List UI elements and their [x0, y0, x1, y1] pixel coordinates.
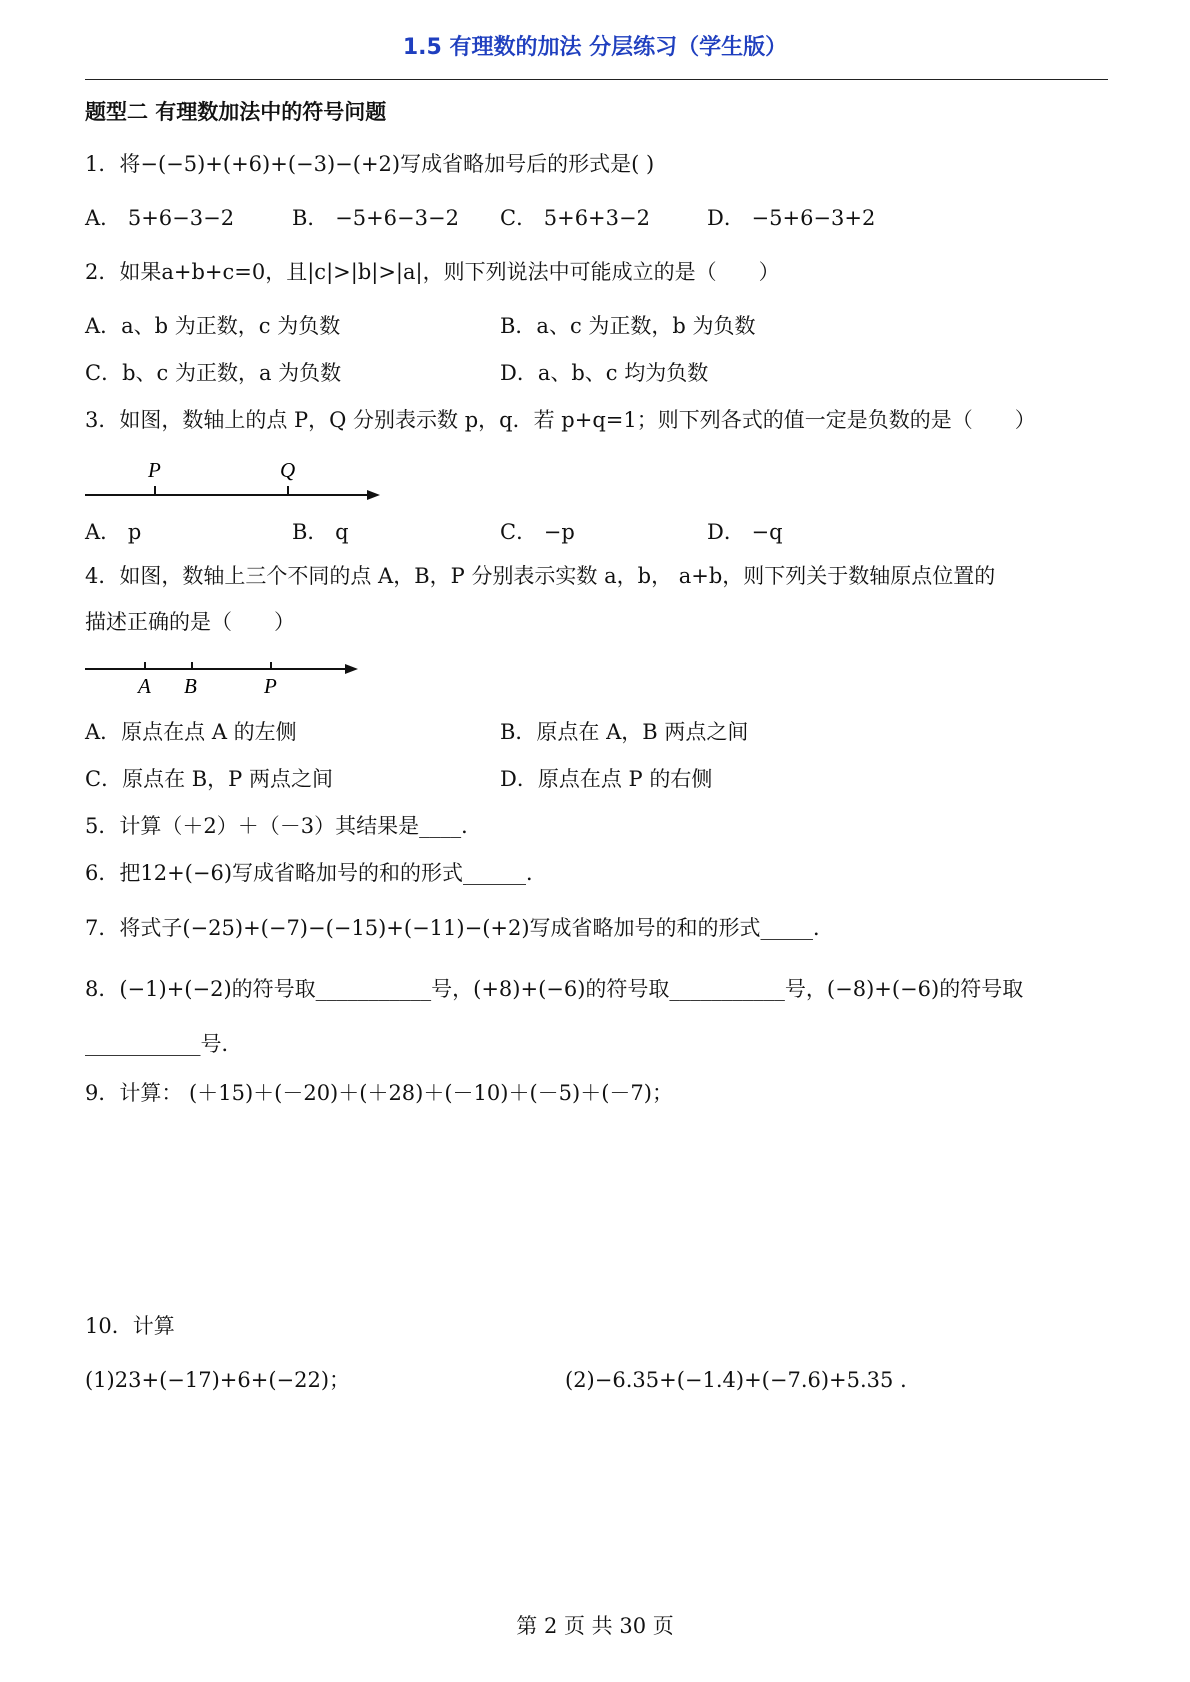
- question-6-stem: 6．把12+(−6)写成省略加号的和的形式______．: [85, 861, 548, 885]
- question-4-stem-line1: 4．如图，数轴上三个不同的点 A，B，P 分别表示实数 a，b， a+b，则下列关于数轴原点位置的: [85, 564, 996, 588]
- q2-option-c: C．b、c 为正数，a 为负数: [85, 361, 342, 385]
- q1-option-d: D． −5+6−3+2: [707, 206, 876, 230]
- q1-option-b: B． −5+6−3−2: [292, 206, 459, 230]
- q2-option-d: D．a、b、c 均为负数: [500, 361, 709, 385]
- question-7-stem: 7．将式子(−25)+(−7)−(−15)+(−11)−(+2)写成省略加号的和的形式_____．: [85, 916, 835, 940]
- question-4-stem-line2: 描述正确的是（ ）: [85, 610, 295, 634]
- question-10-stem: 10．计算: [85, 1314, 175, 1338]
- q4-option-b: B．原点在 A，B 两点之间: [500, 720, 749, 744]
- q1-option-a: A． 5+6−3−2: [85, 206, 235, 230]
- q3-number-line: [80, 455, 390, 505]
- question-9-stem: 9．计算： (＋15)＋(－20)＋(＋28)＋(－10)＋(－5)＋(－7)；: [85, 1081, 673, 1105]
- q3-point-q-label: Q: [280, 458, 296, 482]
- q4-number-line: [80, 655, 370, 700]
- q4-point-a-label: A: [138, 674, 151, 698]
- q3-point-p-label: P: [148, 458, 161, 482]
- question-8-line2: ___________号．: [85, 1032, 243, 1056]
- q4-point-p-label: P: [264, 674, 277, 698]
- question-3-stem: 3．如图，数轴上的点 P，Q 分别表示数 p，q．若 p+q=1；则下列各式的值一定是负数的是（ ）: [85, 408, 1036, 432]
- header-divider: [85, 79, 1108, 80]
- q1-option-c: C． 5+6+3−2: [500, 206, 650, 230]
- page-header-title: 1.5 有理数的加法 分层练习（学生版）: [402, 35, 788, 60]
- q4-option-d: D．原点在点 P 的右侧: [500, 767, 713, 791]
- q3-option-d: D． −q: [707, 520, 783, 544]
- q3-option-b: B． q: [292, 520, 349, 544]
- q3-option-c: C． −p: [500, 520, 575, 544]
- q2-option-b: B．a、c 为正数，b 为负数: [500, 314, 756, 338]
- question-8-line1: 8．(−1)+(−2)的符号取___________号，(+8)+(−6)的符号取___________号，(−8)+(−6)的符号取: [85, 977, 1024, 1001]
- question-1-stem: 1．将−(−5)+(+6)+(−3)−(+2)写成省略加号后的形式是( ): [85, 152, 655, 176]
- q2-option-a: A．a、b 为正数，c 为负数: [85, 314, 341, 338]
- page-number: 第 2 页 共 30 页: [516, 1614, 674, 1638]
- q10-part-1: (1)23+(−17)+6+(−22)；: [85, 1368, 351, 1392]
- question-2-stem: 2．如果a+b+c=0，且|c|>|b|>|a|，则下列说法中可能成立的是（ ）: [85, 260, 780, 284]
- question-5-stem: 5．计算（＋2）＋（－3）其结果是____．: [85, 814, 483, 838]
- q4-option-c: C．原点在 B，P 两点之间: [85, 767, 333, 791]
- section-title: 题型二 有理数加法中的符号问题: [85, 100, 387, 124]
- q3-option-a: A． p: [85, 520, 142, 544]
- q4-point-b-label: B: [184, 674, 197, 698]
- q4-option-a: A．原点在点 A 的左侧: [85, 720, 297, 744]
- q10-part-2: (2)−6.35+(−1.4)+(−7.6)+5.35 ．: [565, 1368, 922, 1392]
